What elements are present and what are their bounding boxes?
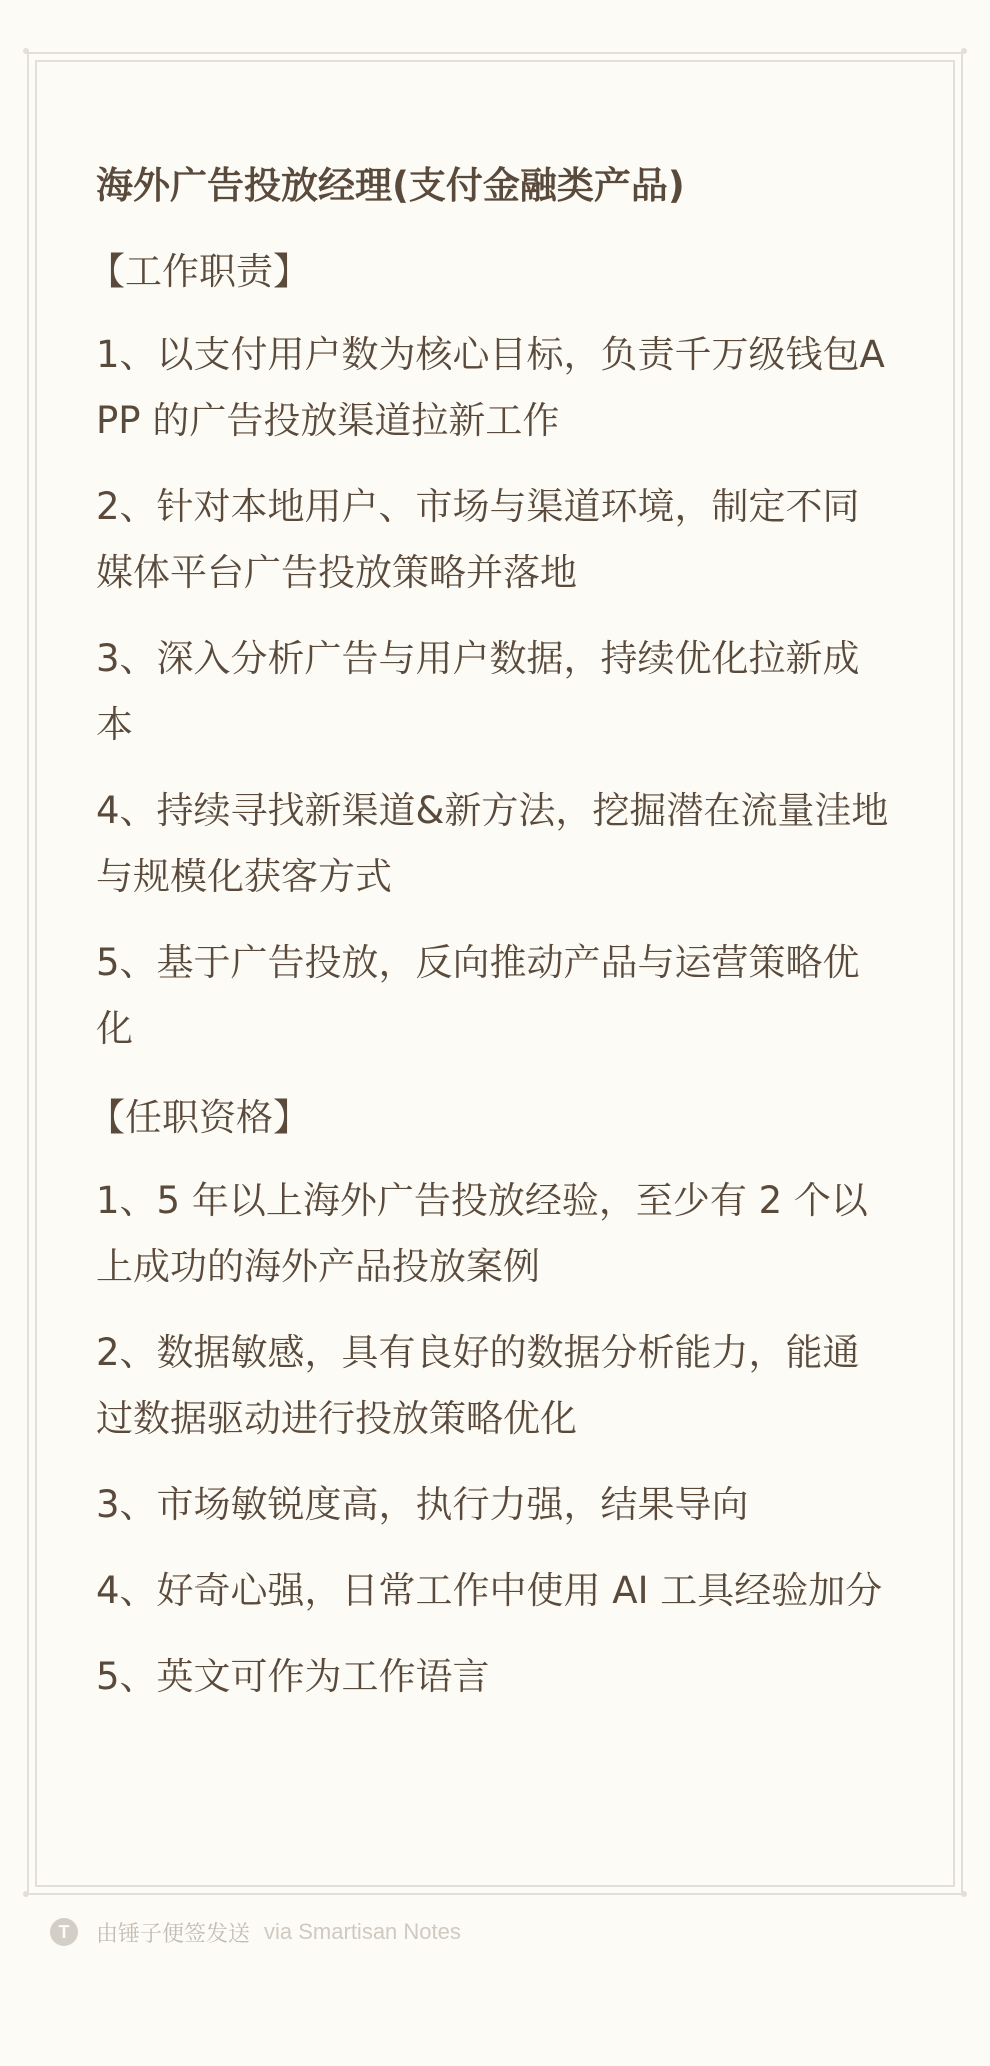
list-item: 5、基于广告投放，反向推动产品与运营策略优化 xyxy=(96,941,860,1050)
smartisan-t-icon: T xyxy=(50,1918,78,1946)
footer-sent-by: 由锤子便签发送 xyxy=(96,1921,251,1947)
frame-corner-dot xyxy=(23,1891,29,1897)
section-heading-responsibilities: 【工作职责】 xyxy=(88,250,310,293)
note-content xyxy=(88,150,896,1730)
list-item: 4、好奇心强，日常工作中使用 AI 工具经验加分 xyxy=(96,1569,883,1612)
list-item: 3、深入分析广告与用户数据，持续优化拉新成本 xyxy=(96,637,860,746)
list-item: 2、数据敏感，具有良好的数据分析能力，能通过数据驱动进行投放策略优化 xyxy=(96,1331,860,1440)
list-item: 1、以支付用户数为核心目标，负责千万级钱包APP 的广告投放渠道拉新工作 xyxy=(96,333,885,442)
footer-via: via Smartisan Notes xyxy=(264,1919,461,1944)
list-item: 5、英文可作为工作语言 xyxy=(96,1655,490,1698)
list-item: 3、市场敏锐度高，执行力强，结果导向 xyxy=(96,1483,749,1526)
footer-attribution xyxy=(50,1916,461,1948)
list-item: 4、持续寻找新渠道&新方法，挖掘潜在流量洼地与规模化获客方式 xyxy=(96,789,889,898)
section-heading-qualifications: 【任职资格】 xyxy=(88,1096,310,1139)
list-item: 2、针对本地用户、市场与渠道环境，制定不同媒体平台广告投放策略并落地 xyxy=(96,485,860,594)
list-item: 1、5 年以上海外广告投放经验，至少有 2 个以上成功的海外产品投放案例 xyxy=(96,1179,868,1288)
frame-corner-dot xyxy=(23,48,29,54)
frame-corner-dot xyxy=(961,48,967,54)
note-title: 海外广告投放经理(支付金融类产品) xyxy=(96,164,685,207)
frame-corner-dot xyxy=(961,1891,967,1897)
